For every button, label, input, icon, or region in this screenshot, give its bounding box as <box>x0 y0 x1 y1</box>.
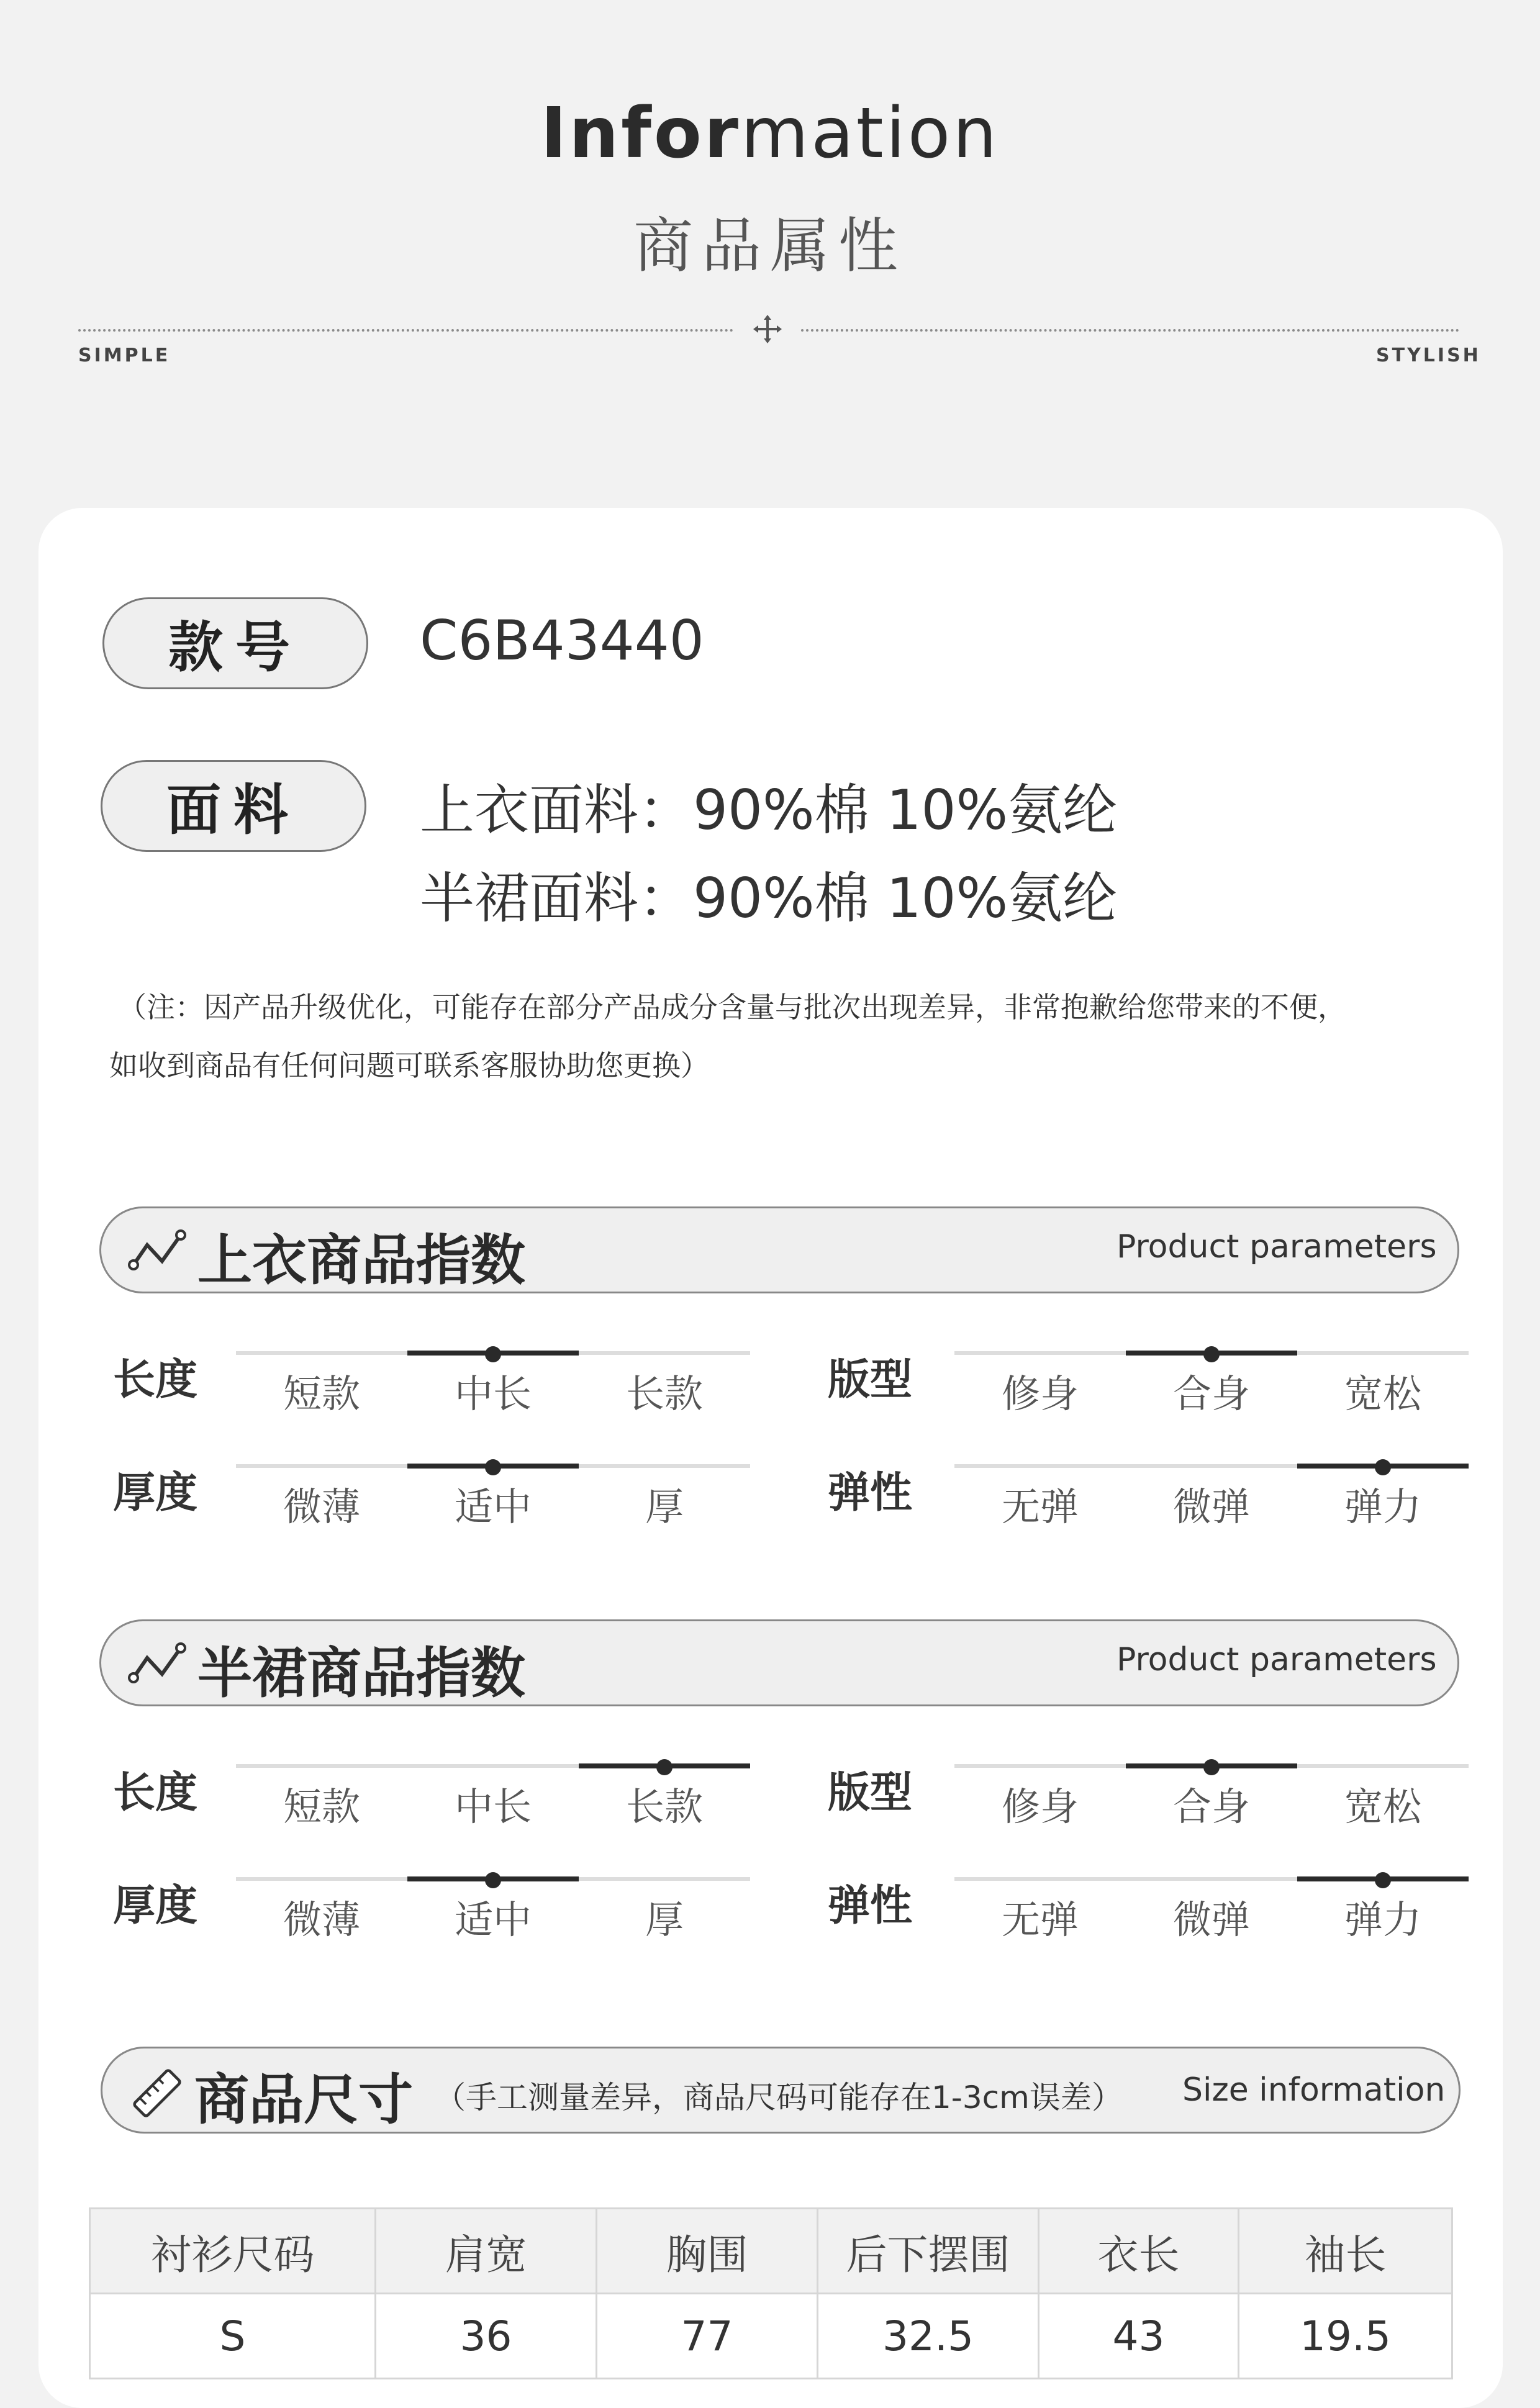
header-divider-left <box>78 329 733 332</box>
fabric-top-text: 上衣面料：90%棉 10%氨纶 <box>420 778 1118 842</box>
header-title-en <box>0 93 1540 174</box>
top-elasticity-scale <box>954 1464 1469 1550</box>
size-table-header: 衬衫尺码 <box>90 2209 376 2294</box>
scale-option-label: 宽松 <box>1344 1784 1421 1829</box>
scale-selected-dot <box>485 1346 501 1362</box>
scale-track <box>1126 1877 1297 1881</box>
table-cell: 36 <box>376 2294 597 2379</box>
size-info-title: 商品尺寸 <box>194 2068 414 2132</box>
table-row <box>90 2294 1452 2379</box>
scale-track <box>954 1877 1126 1881</box>
scale-selected-dot <box>485 1872 501 1888</box>
scale-track <box>236 1351 407 1355</box>
scale-track <box>1297 1351 1469 1355</box>
scale-track <box>1126 1464 1297 1468</box>
scale-selected-dot <box>656 1759 673 1775</box>
scale-selected-dot <box>1375 1872 1391 1888</box>
scale-option-label: 微弹 <box>1172 1897 1250 1942</box>
trend-line-icon <box>127 1226 189 1276</box>
scale-option-label: 无弹 <box>1001 1897 1079 1942</box>
scale-option-label: 合身 <box>1172 1371 1250 1416</box>
size-table-header-row <box>90 2209 1452 2294</box>
simple-label: SIMPLE <box>78 345 171 366</box>
table-cell: S <box>90 2294 376 2379</box>
stylish-label: STYLISH <box>1376 345 1481 366</box>
scale-option-label: 宽松 <box>1344 1371 1421 1416</box>
scale-option-label: 中长 <box>454 1784 532 1829</box>
scale-selected-dot <box>1375 1459 1391 1475</box>
fabric-note <box>109 978 1475 1095</box>
size-table-header: 袖长 <box>1239 2209 1452 2294</box>
header-title-cn: 商品属性 <box>633 211 907 281</box>
skirt-fit-label: 版型 <box>828 1768 913 1817</box>
skirt-length-scale <box>236 1763 750 1850</box>
scale-option-label: 微弹 <box>1172 1484 1250 1529</box>
skirt-thickness-label: 厚度 <box>113 1881 198 1930</box>
scale-selected-dot <box>1203 1346 1220 1362</box>
scale-track <box>579 1464 750 1468</box>
size-table <box>89 2207 1453 2379</box>
scale-option-label: 合身 <box>1172 1784 1250 1829</box>
scale-option-label: 微薄 <box>283 1484 360 1529</box>
scale-option-label: 适中 <box>454 1484 532 1529</box>
scale-option-label: 中长 <box>454 1371 532 1416</box>
ruler-icon <box>129 2065 185 2121</box>
trend-line-icon <box>127 1639 189 1689</box>
scale-track <box>579 1877 750 1881</box>
scale-option-label: 短款 <box>283 1784 360 1829</box>
style-number-label: 款号 <box>168 615 302 679</box>
size-info-subtitle: Size information <box>1182 2071 1446 2109</box>
scale-track <box>954 1464 1126 1468</box>
scale-track <box>236 1464 407 1468</box>
scale-track <box>954 1351 1126 1355</box>
fabric-note-line2: 如收到商品有任何问题可联系客服协助您更换） <box>109 1049 709 1082</box>
four-way-arrow-icon <box>752 314 783 345</box>
header-divider-right <box>801 329 1459 332</box>
scale-track <box>236 1877 407 1881</box>
fabric-skirt-text: 半裙面料：90%棉 10%氨纶 <box>420 866 1118 930</box>
scale-option-label: 无弹 <box>1001 1484 1079 1529</box>
skirt-elasticity-scale <box>954 1876 1469 1963</box>
skirt-fit-scale <box>954 1763 1469 1850</box>
scale-track <box>579 1351 750 1355</box>
scale-option-label: 弹力 <box>1344 1897 1421 1942</box>
scale-option-label: 长款 <box>625 1371 703 1416</box>
fabric-pill <box>101 760 366 852</box>
scale-track <box>236 1764 407 1768</box>
fabric-note-line1: （注：因产品升级优化，可能存在部分产品成分含量与批次出现差异，非常抱歉给您带来的不便， <box>118 990 1346 1024</box>
style-number-value: C6B43440 <box>420 609 704 672</box>
header-title-en-rest: mation <box>741 93 1000 174</box>
size-table-header: 肩宽 <box>376 2209 597 2294</box>
scale-option-label: 短款 <box>283 1371 360 1416</box>
scale-option-label: 修身 <box>1001 1371 1079 1416</box>
top-index-subtitle: Product parameters <box>1116 1228 1437 1265</box>
size-table-header: 后下摆围 <box>818 2209 1039 2294</box>
style-number-pill <box>102 597 368 689</box>
top-length-label: 长度 <box>113 1356 198 1405</box>
scale-option-label: 弹力 <box>1344 1484 1421 1529</box>
skirt-index-title: 半裙商品指数 <box>197 1641 526 1705</box>
table-cell: 43 <box>1039 2294 1239 2379</box>
header-title-en-bold: Infor <box>540 93 741 174</box>
scale-track <box>954 1764 1126 1768</box>
top-fit-scale <box>954 1351 1469 1437</box>
size-table-header: 胸围 <box>597 2209 818 2294</box>
size-table-header: 衣长 <box>1039 2209 1239 2294</box>
skirt-length-label: 长度 <box>113 1768 198 1817</box>
skirt-thickness-scale <box>236 1876 750 1963</box>
scale-option-label: 厚 <box>645 1897 684 1942</box>
scale-selected-dot <box>485 1459 501 1475</box>
top-thickness-label: 厚度 <box>113 1469 198 1518</box>
table-cell: 32.5 <box>818 2294 1039 2379</box>
scale-option-label: 厚 <box>645 1484 684 1529</box>
top-index-title: 上衣商品指数 <box>197 1228 526 1292</box>
scale-track <box>407 1764 579 1768</box>
table-cell: 19.5 <box>1239 2294 1452 2379</box>
scale-selected-dot <box>1203 1759 1220 1775</box>
scale-option-label: 适中 <box>454 1897 532 1942</box>
size-info-note: （手工测量差异，商品尺码可能存在1-3cm误差） <box>435 2080 1123 2116</box>
top-length-scale <box>236 1351 750 1437</box>
scale-track <box>1297 1764 1469 1768</box>
skirt-elasticity-label: 弹性 <box>828 1881 913 1930</box>
skirt-index-subtitle: Product parameters <box>1116 1641 1437 1678</box>
scale-option-label: 微薄 <box>283 1897 360 1942</box>
fabric-label: 面料 <box>166 778 301 842</box>
scale-option-label: 修身 <box>1001 1784 1079 1829</box>
table-cell: 77 <box>597 2294 818 2379</box>
top-elasticity-label: 弹性 <box>828 1469 913 1518</box>
top-thickness-scale <box>236 1464 750 1550</box>
scale-option-label: 长款 <box>625 1784 703 1829</box>
top-fit-label: 版型 <box>828 1356 913 1405</box>
